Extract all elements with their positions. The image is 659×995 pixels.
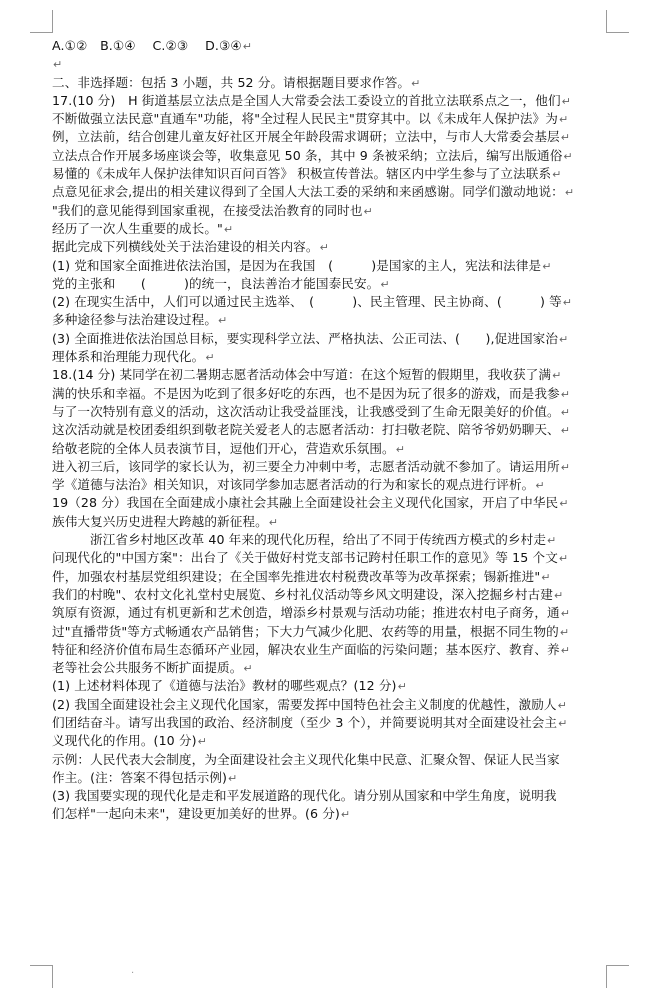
paragraph-mark-icon: ↵: [541, 570, 551, 584]
line-text: 满的快乐和幸福。不是因为吃到了很多好吃的东西，也不是因为玩了很多的游戏，而是我参: [52, 385, 560, 401]
text-line: [52, 568, 610, 586]
text-line: [52, 275, 610, 293]
text-line: [52, 165, 610, 183]
text-line: [52, 74, 610, 92]
text-line: [52, 92, 610, 110]
text-line: [52, 37, 610, 55]
text-line: [52, 440, 610, 458]
paragraph-mark-icon: ↵: [53, 58, 63, 72]
paragraph-mark-icon: ↵: [560, 607, 571, 621]
text-line: [52, 641, 610, 659]
paragraph-mark-icon: ↵: [535, 479, 545, 493]
text-line: [52, 513, 610, 531]
text-line: [52, 385, 610, 403]
line-text: 19（28 分）我国在全面建成小康社会其融上全面建设社会主义现代化国家，开启了中华民: [52, 495, 559, 511]
line-text: 过"直播带货"等方式畅通农产品销售；下大力气减少化肥、农药等的用量，根据不同生物的: [52, 623, 559, 639]
line-text: (1) 上述材料体现了《道德与法治》教材的哪些观点？(12 分): [52, 678, 397, 694]
text-line: [52, 183, 610, 201]
page-corner-bottom-left: [30, 965, 53, 988]
line-text: 们怎样"一起向未来"，建设更加美好的世界。(6 分): [52, 806, 340, 822]
text-line: [52, 586, 610, 604]
line-text: 学《道德与法治》相关知识，对该同学参加志愿者活动的行为和家长的观点进行评析。: [52, 477, 535, 493]
text-line: [52, 696, 610, 714]
text-line: [52, 659, 610, 677]
line-text: 例，立法前，结合创建儿童友好社区开展全年龄段需求调研；立法中，与市人大常委会基层: [52, 129, 560, 145]
paragraph-mark-icon: ↵: [560, 131, 571, 145]
text-line: [52, 604, 610, 622]
line-text: (3) 我国要实现的现代化是走和平发展道路的现代化。请分别从国家和中学生角度，说明我: [52, 788, 557, 804]
line-text: 筑原有资源，通过有机更新和艺术创造，增添乡村景观与活动功能；推进农村电子商务，通: [52, 605, 560, 621]
paragraph-mark-icon: ↵: [397, 680, 407, 694]
text-line: [52, 531, 610, 549]
paragraph-mark-icon: ↵: [560, 387, 571, 401]
text-line: [52, 751, 610, 769]
paragraph-mark-icon: ↵: [560, 424, 571, 438]
line-text: 们团结奋斗。请写出我国的政治、经济制度（至少 3 个），并简要说明其对全面建设社会主: [52, 714, 558, 730]
line-text: (2) 我国全面建设社会主义现代化国家，需要发挥中国特色社会主义制度的优越性，激励人: [52, 696, 557, 712]
paragraph-mark-icon: ↵: [218, 314, 228, 328]
paragraph-mark-icon: ↵: [547, 534, 557, 548]
text-line: [52, 238, 610, 256]
page-corner-top-right: [606, 10, 629, 33]
text-line: [52, 128, 610, 146]
paragraph-mark-icon: ↵: [563, 149, 573, 163]
text-line: [52, 348, 610, 366]
paragraph-mark-icon: ↵: [558, 716, 568, 730]
text-line: [52, 769, 610, 787]
text-line: [52, 458, 610, 476]
paragraph-mark-icon: ↵: [559, 332, 569, 346]
line-text: 作主。(注：答案不得包括示例): [52, 769, 228, 785]
line-text: A.①② B.①④ C.②③ D.③④: [52, 38, 242, 53]
line-text: "我们的意见能得到国家重视，在接受法治教育的同时也: [52, 202, 363, 218]
line-text: 党的主张和 ( )的统一，良法善治才能国泰民安。: [52, 275, 380, 291]
text-line: [52, 403, 610, 421]
line-text: 18.(14 分) 某同学在初二暑期志愿者活动体会中写道：在这个短暂的假期里，我收获了满: [52, 367, 552, 383]
paragraph-mark-icon: ↵: [553, 588, 564, 602]
line-text: 义现代化的作用。(10 分): [52, 733, 197, 749]
line-text: 这次活动就是校团委组织到敬老院关爱老人的志愿者活动：打扫敬老院、陪爷爷奶奶聊天、: [52, 422, 560, 438]
paragraph-mark-icon: ↵: [268, 515, 279, 529]
paragraph-mark-icon: ↵: [319, 241, 329, 255]
paragraph-mark-icon: ↵: [363, 204, 373, 218]
text-line: [52, 147, 610, 165]
paragraph-mark-icon: ↵: [559, 497, 569, 511]
paragraph-mark-icon: ↵: [223, 222, 234, 236]
document-body: [52, 37, 610, 824]
line-text: 给敬老院的全体人员表演节目，逗他们开心，营造欢乐氛围。: [52, 440, 395, 456]
line-text: (3) 全面推进依法治国总目标，要实现科学立法、严格执法、公正司法、( ),促进国家治: [52, 330, 559, 346]
paragraph-mark-icon: ↵: [395, 442, 406, 456]
paragraph-mark-icon: ↵: [561, 94, 571, 108]
paragraph-mark-icon: ↵: [564, 186, 575, 200]
paragraph-mark-icon: ↵: [411, 76, 421, 90]
line-text: 易懂的《未成年人保护法律知识百问百答》 积极宣传普法。辖区内中学生参与了立法联系: [52, 166, 552, 182]
line-text: 据此完成下列横线处关于法治建设的相关内容。: [52, 239, 319, 255]
line-text: 17.(10 分) H 街道基层立法点是全国人大常委会法工委设立的首批立法联系点之一，他们: [52, 92, 561, 108]
paragraph-mark-icon: ↵: [542, 259, 552, 273]
paragraph-mark-icon: ↵: [243, 662, 253, 676]
paragraph-mark-icon: ↵: [340, 808, 351, 822]
line-text: 不断做强立法民意"直通车"功能，将"全过程人民民主"贯穿其中。以《未成年人保护法》为: [52, 111, 558, 127]
line-text: 理体系和治理能力现代化。: [52, 349, 205, 365]
text-line: [52, 714, 610, 732]
paragraph-mark-icon: ↵: [559, 625, 570, 639]
paragraph-mark-icon: ↵: [558, 113, 569, 127]
page-corner-bottom-right: [606, 965, 629, 988]
line-text: 问现代化的"中国方案"：出台了《关于做好村党支部书记跨村任职工作的意见》等 15 个文: [52, 550, 558, 566]
bottom-dot: ·: [131, 968, 135, 979]
line-text: 经历了一次人生重要的成长。": [52, 220, 223, 236]
line-text: 特征和经济价值布局生态循环产业园，解决农业生产面临的污染问题；基本医疗、教育、养: [52, 641, 560, 657]
paragraph-mark-icon: ↵: [557, 698, 567, 712]
paragraph-mark-icon: ↵: [562, 296, 573, 310]
text-line: [52, 549, 610, 567]
line-text: 族伟大复兴历史进程大跨越的新征程。: [52, 513, 268, 529]
line-text: 件，加强农村基层党组织建设；在全国率先推进农村税费改革等为改革探索；锡新推进": [52, 568, 541, 584]
line-text: 我们的村晚"、农村文化礼堂村史展览、乡村礼仪活动等乡风文明建设，深入挖掘乡村古建: [52, 586, 553, 602]
paragraph-mark-icon: ↵: [242, 40, 253, 53]
line-text: 示例：人民代表大会制度，为全面建设社会主义现代化集中民意、汇聚众智、保证人民当家: [52, 751, 560, 767]
text-line: [52, 677, 610, 695]
line-text: 与了一次特别有意义的活动，这次活动让我受益匪浅，让我感受到了生命无限美好的价值。: [52, 403, 560, 419]
paragraph-mark-icon: ↵: [560, 643, 571, 657]
paragraph-mark-icon: ↵: [558, 552, 569, 566]
text-line: [52, 366, 610, 384]
text-line: [52, 311, 610, 329]
line-text: 二、非选择题：包括 3 小题，共 52 分。请根据题目要求作答。: [52, 74, 411, 90]
text-line: [52, 787, 610, 805]
paragraph-mark-icon: ↵: [552, 168, 562, 182]
paragraph-mark-icon: ↵: [560, 405, 571, 419]
line-text: 浙江省乡村地区改革 40 年来的现代化历程，给出了不同于传统西方模式的乡村走: [90, 532, 547, 548]
text-line: [52, 202, 610, 220]
line-text: 进入初三后，该同学的家长认为，初三要全力冲刺中考，志愿者活动就不参加了。请运用所: [52, 458, 560, 474]
line-text: 老等社会公共服务不断扩面提质。: [52, 660, 243, 676]
text-line: [52, 476, 610, 494]
text-line: [52, 55, 610, 73]
paragraph-mark-icon: ↵: [197, 735, 207, 749]
paragraph-mark-icon: ↵: [380, 277, 390, 291]
text-line: [52, 623, 610, 641]
text-line: [52, 330, 610, 348]
line-text: 点意见征求会,提出的相关建议得到了全国人大法工委的采纳和来函感谢。同学们激动地说：: [52, 184, 564, 200]
text-line: [52, 421, 610, 439]
line-text: 立法点合作开展多场座谈会等，收集意见 50 条，其中 9 条被采纳；立法后，编写出版通俗: [52, 147, 563, 163]
text-line: [52, 257, 610, 275]
paragraph-mark-icon: ↵: [560, 460, 571, 474]
paragraph-mark-icon: ↵: [228, 771, 238, 785]
text-line: [52, 732, 610, 750]
line-text: (2) 在现实生活中，人们可以通过民主选举、 ( )、民主管理、民主协商、( ) 等: [52, 294, 562, 310]
page-corner-top-left: [30, 10, 53, 33]
text-line: [52, 110, 610, 128]
line-text: (1) 党和国家全面推进依法治国，是因为在我国 ( )是国家的主人，宪法和法律是: [52, 257, 542, 273]
line-text: 多种途径参与法治建设过程。: [52, 312, 218, 328]
text-line: [52, 805, 610, 823]
text-line: [52, 494, 610, 512]
text-line: [52, 220, 610, 238]
paragraph-mark-icon: ↵: [205, 351, 215, 365]
paragraph-mark-icon: ↵: [552, 369, 562, 383]
text-line: [52, 293, 610, 311]
